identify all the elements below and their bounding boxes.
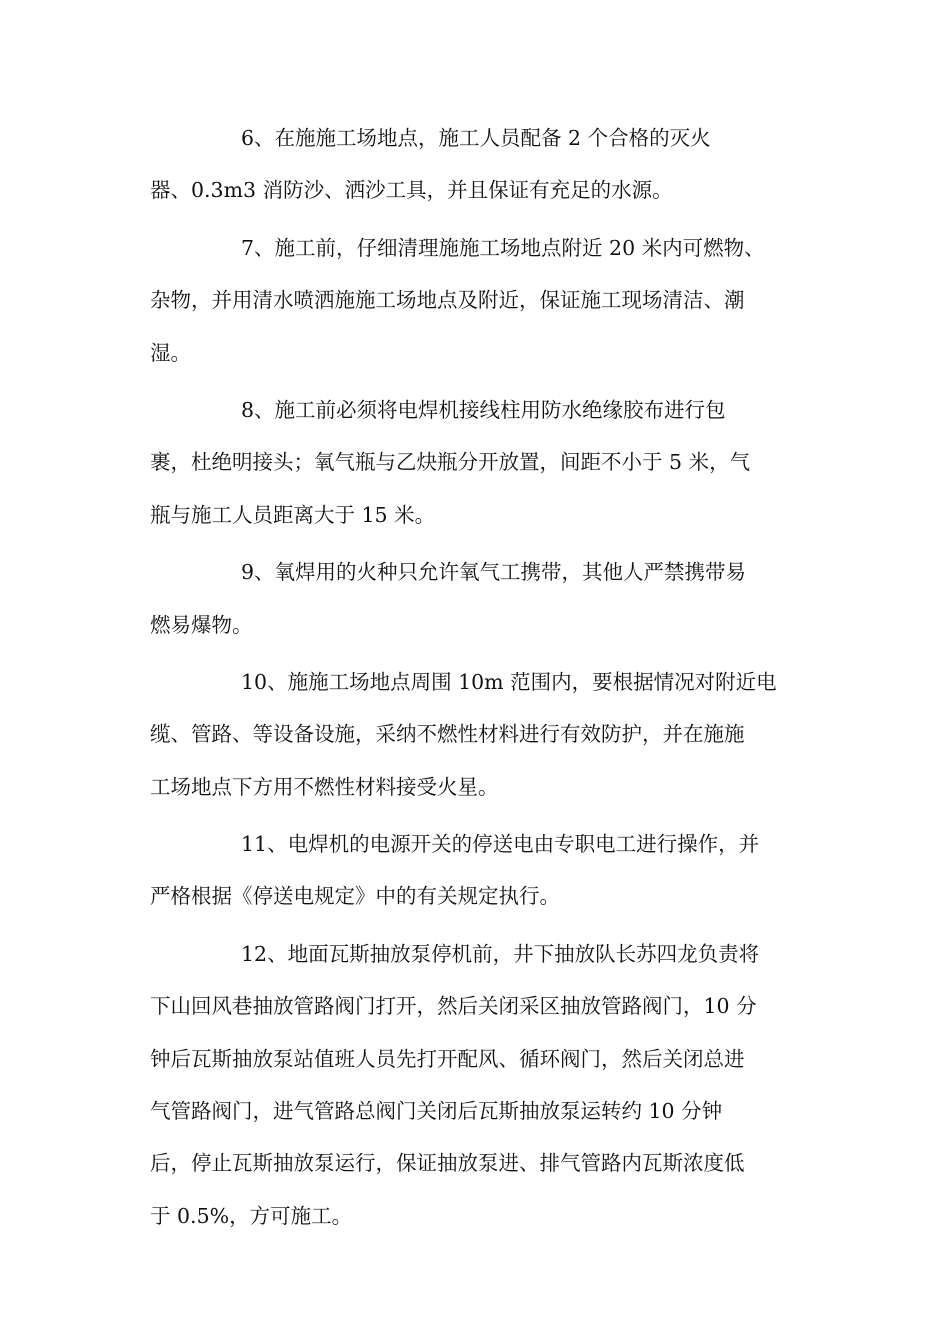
text-line: 后，停止瓦斯抽放泵运行，保证抽放泵进、排气管路内瓦斯浓度低: [150, 1151, 745, 1176]
text-line: 瓶与施工人员距离大于 15 米。: [150, 502, 436, 527]
text-line: 于 0.5%，方可施工。: [150, 1203, 353, 1228]
text-line: 9、氧焊用的火种只允许氧气工携带，其他人严禁携带易: [241, 560, 747, 585]
text-line: 12、地面瓦斯抽放泵停机前，井下抽放队长苏四龙负责将: [241, 941, 760, 966]
document-body: [150, 112, 810, 1247]
paragraph-item-12: [150, 928, 810, 1242]
text-line: 钟后瓦斯抽放泵站值班人员先打开配风、循环阀门，然后关闭总进: [150, 1046, 745, 1071]
text-line: 下山回风巷抽放管路阀门打开，然后关闭采区抽放管路阀门，10 分: [150, 994, 757, 1019]
text-line: 燃易爆物。: [150, 612, 253, 637]
text-line: 器、0.3m3 消防沙、洒沙工具，并且保证有充足的水源。: [150, 178, 673, 203]
text-line: 裹，杜绝明接头；氧气瓶与乙炔瓶分开放置，间距不小于 5 米，气: [150, 450, 751, 475]
text-line: 缆、管路、等设备设施，采纳不燃性材料进行有效防护，并在施施: [150, 722, 745, 747]
text-line: 气管路阀门，进气管路总阀门关闭后瓦斯抽放泵运转约 10 分钟: [150, 1099, 723, 1124]
text-line: 8、施工前必须将电焊机接线柱用防水绝缘胶布进行包: [241, 397, 726, 422]
text-line: 湿。: [150, 340, 191, 365]
text-line: 工场地点下方用不燃性材料接受火星。: [150, 774, 499, 799]
paragraph-item-8: [150, 384, 810, 541]
text-line: 6、在施施工场地点，施工人员配备 2 个合格的灭火: [241, 126, 711, 150]
paragraph-item-11: [150, 818, 810, 923]
text-line: 11、电焊机的电源开关的停送电由专职电工进行操作，并: [241, 832, 760, 857]
paragraph-item-6: [150, 112, 810, 217]
text-line: 7、施工前，仔细清理施施工场地点附近 20 米内可燃物、: [241, 235, 765, 260]
text-line: 严格根据《停送电规定》中的有关规定执行。: [150, 884, 560, 909]
text-line: 10、施施工场地点周围 10m 范围内，要根据情况对附近电: [241, 669, 777, 694]
paragraph-item-9: [150, 546, 810, 651]
paragraph-item-10: [150, 656, 810, 813]
text-line: 杂物，并用清水喷洒施施工场地点及附近，保证施工现场清洁、潮: [150, 288, 745, 313]
paragraph-item-7: [150, 222, 810, 379]
